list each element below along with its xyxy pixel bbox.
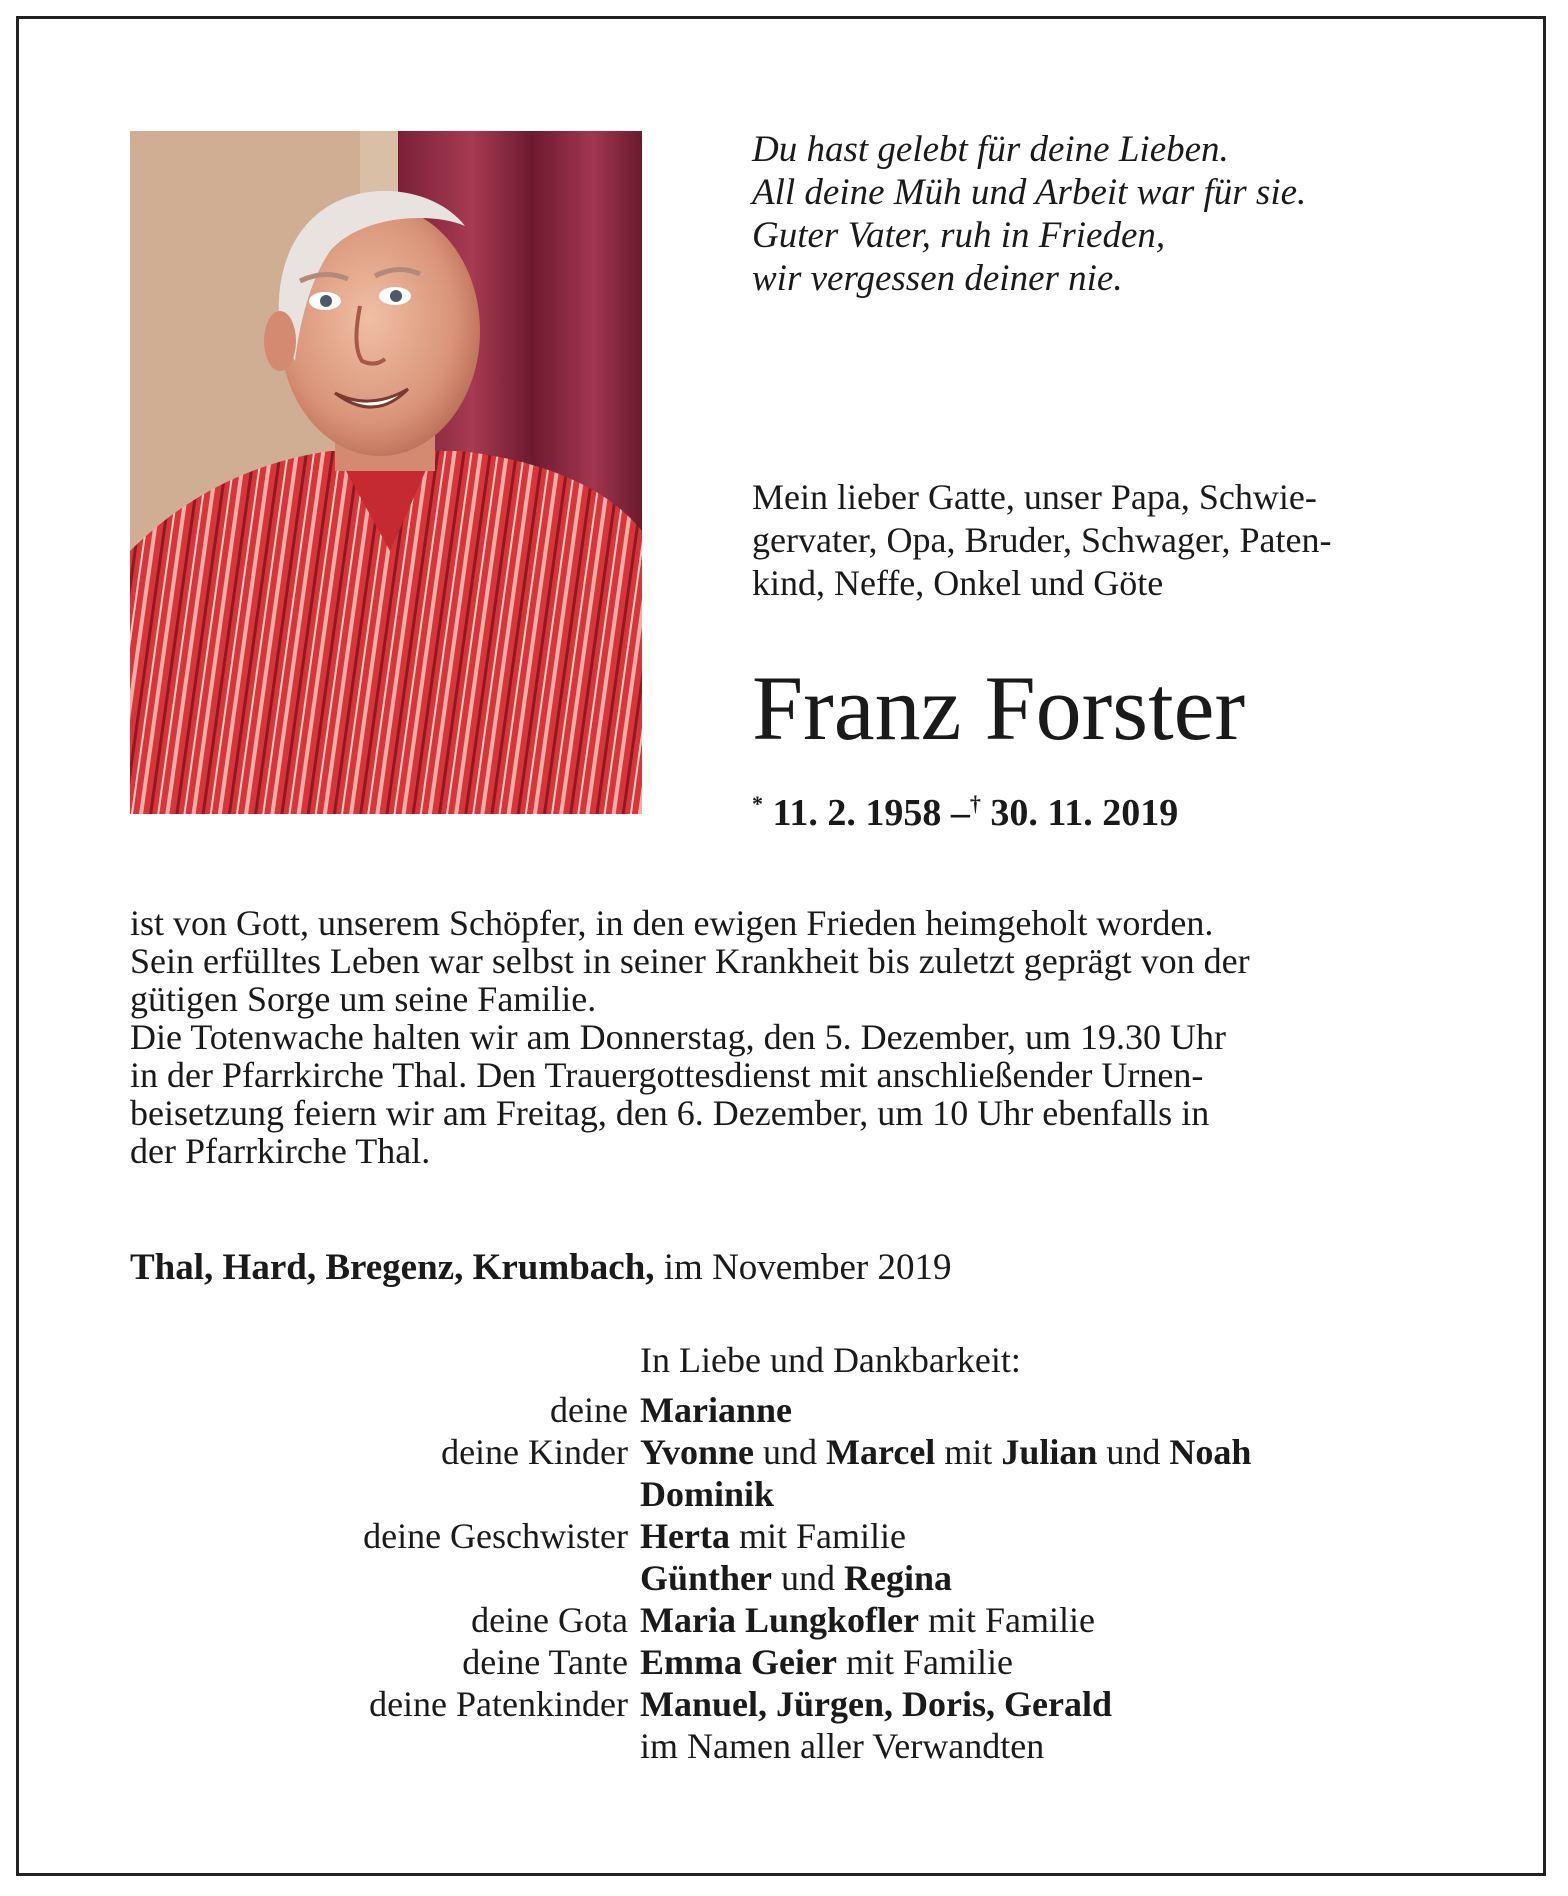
portrait-photo bbox=[130, 131, 642, 814]
relations-line: Mein lieber Gatte, unser Papa, Schwie- bbox=[752, 477, 1317, 517]
death-date: 30. 11. 2019 bbox=[990, 792, 1179, 834]
mourner-name: Maria Lungkofler bbox=[640, 1600, 919, 1640]
mourner-relation: deine Geschwister bbox=[363, 1516, 628, 1556]
life-dates bbox=[752, 782, 1178, 835]
announcement-text bbox=[130, 904, 1440, 1170]
mourner-names bbox=[640, 1515, 906, 1557]
announcement-line: gütigen Sorge um seine Familie. bbox=[130, 979, 597, 1019]
poem-line: Du hast gelebt für deine Lieben. bbox=[752, 129, 1229, 170]
date-separator: – bbox=[950, 792, 970, 834]
mourner-name: Marianne bbox=[640, 1390, 792, 1430]
announcement-line: ist von Gott, unserem Schöpfer, in den ewigen Frieden heimgeholt worden. bbox=[130, 903, 1214, 943]
portrait-image bbox=[130, 131, 642, 814]
announcement-date: im November 2019 bbox=[654, 1247, 952, 1288]
mourner-relation bbox=[130, 1473, 640, 1515]
deceased-name: Franz Forster bbox=[752, 657, 1246, 759]
mourner-relation bbox=[130, 1725, 640, 1767]
relations-intro bbox=[752, 476, 1452, 605]
mourner-connector: mit Familie bbox=[918, 1600, 1095, 1640]
mourner-names bbox=[640, 1557, 952, 1599]
mourner-name: Regina bbox=[844, 1558, 953, 1598]
mourner-connector: und bbox=[1097, 1432, 1170, 1472]
mourner-row bbox=[130, 1641, 1450, 1683]
mourner-names bbox=[640, 1431, 1251, 1473]
mourner-connector: im Namen aller Verwandten bbox=[640, 1726, 1045, 1766]
mourner-name: Dominik bbox=[640, 1474, 775, 1514]
mourner-name: Julian bbox=[1001, 1432, 1098, 1472]
mourner-names bbox=[640, 1389, 792, 1431]
mourner-row bbox=[130, 1557, 1450, 1599]
poem-line: All deine Müh und Arbeit war für sie. bbox=[752, 172, 1307, 213]
place-names: Thal, Hard, Bregenz, Krumbach, bbox=[130, 1247, 655, 1288]
mourner-connector: und bbox=[772, 1558, 845, 1598]
mourner-name: Marcel bbox=[826, 1432, 936, 1472]
mourner-connector: mit bbox=[935, 1432, 1002, 1472]
mourner-relation: deine Patenkinder bbox=[369, 1684, 628, 1724]
mourner-name: Günther bbox=[640, 1558, 773, 1598]
mourner-row bbox=[130, 1515, 1450, 1557]
birth-mark: * bbox=[752, 791, 763, 816]
relations-line: kind, Neffe, Onkel und Göte bbox=[752, 563, 1164, 603]
mourner-name: Herta bbox=[640, 1516, 730, 1556]
mourner-row bbox=[130, 1683, 1450, 1725]
mourner-relation bbox=[130, 1557, 640, 1599]
announcement-line: Sein erfülltes Leben war selbst in seiner Krankheit bis zuletzt geprägt von der bbox=[130, 941, 1250, 981]
memorial-poem bbox=[752, 128, 1472, 300]
mourner-row bbox=[130, 1389, 1450, 1431]
mourner-relation: deine Tante bbox=[462, 1642, 628, 1682]
mourner-relation: deine Gota bbox=[471, 1600, 628, 1640]
announcement-line: beisetzung feiern wir am Freitag, den 6. Dezember, um 10 Uhr ebenfalls in bbox=[130, 1093, 1210, 1133]
mourner-name: Emma Geier bbox=[640, 1642, 837, 1682]
announcement-line: in der Pfarrkirche Thal. Den Trauergottesdienst mit anschließender Urnen- bbox=[130, 1055, 1204, 1095]
birth-date: 11. 2. 1958 bbox=[772, 792, 942, 834]
poem-line: Guter Vater, ruh in Frieden, bbox=[752, 215, 1166, 256]
mourner-names bbox=[640, 1641, 1013, 1683]
mourner-connector: mit Familie bbox=[836, 1642, 1013, 1682]
relations-line: gervater, Opa, Bruder, Schwager, Paten- bbox=[752, 520, 1332, 560]
mourners-list bbox=[130, 1389, 1450, 1767]
mourner-names bbox=[640, 1599, 1095, 1641]
mourner-row bbox=[130, 1473, 1450, 1515]
mourner-row bbox=[130, 1725, 1450, 1767]
death-mark: † bbox=[969, 791, 981, 816]
mourner-connector: mit Familie bbox=[729, 1516, 906, 1556]
mourner-connector: und bbox=[754, 1432, 827, 1472]
announcement-line: der Pfarrkirche Thal. bbox=[130, 1131, 431, 1171]
announcement-line: Die Totenwache halten wir am Donnerstag, den 5. Dezember, um 19.30 Uhr bbox=[130, 1017, 1227, 1057]
place-and-date bbox=[130, 1246, 952, 1290]
mourner-name: Manuel, Jürgen, Doris, Gerald bbox=[640, 1684, 1112, 1724]
mourner-relation: deine bbox=[550, 1390, 628, 1430]
mourner-name: Noah bbox=[1169, 1432, 1252, 1472]
mourner-names bbox=[640, 1473, 774, 1515]
poem-line: wir vergessen deiner nie. bbox=[752, 258, 1123, 299]
mourner-row bbox=[130, 1599, 1450, 1641]
mourner-row bbox=[130, 1431, 1450, 1473]
thanks-heading: In Liebe und Dankbarkeit: bbox=[640, 1340, 1021, 1380]
mourner-names bbox=[640, 1725, 1044, 1767]
mourner-relation: deine Kinder bbox=[441, 1432, 628, 1472]
mourner-names bbox=[640, 1683, 1112, 1725]
mourner-name: Yvonne bbox=[640, 1432, 755, 1472]
